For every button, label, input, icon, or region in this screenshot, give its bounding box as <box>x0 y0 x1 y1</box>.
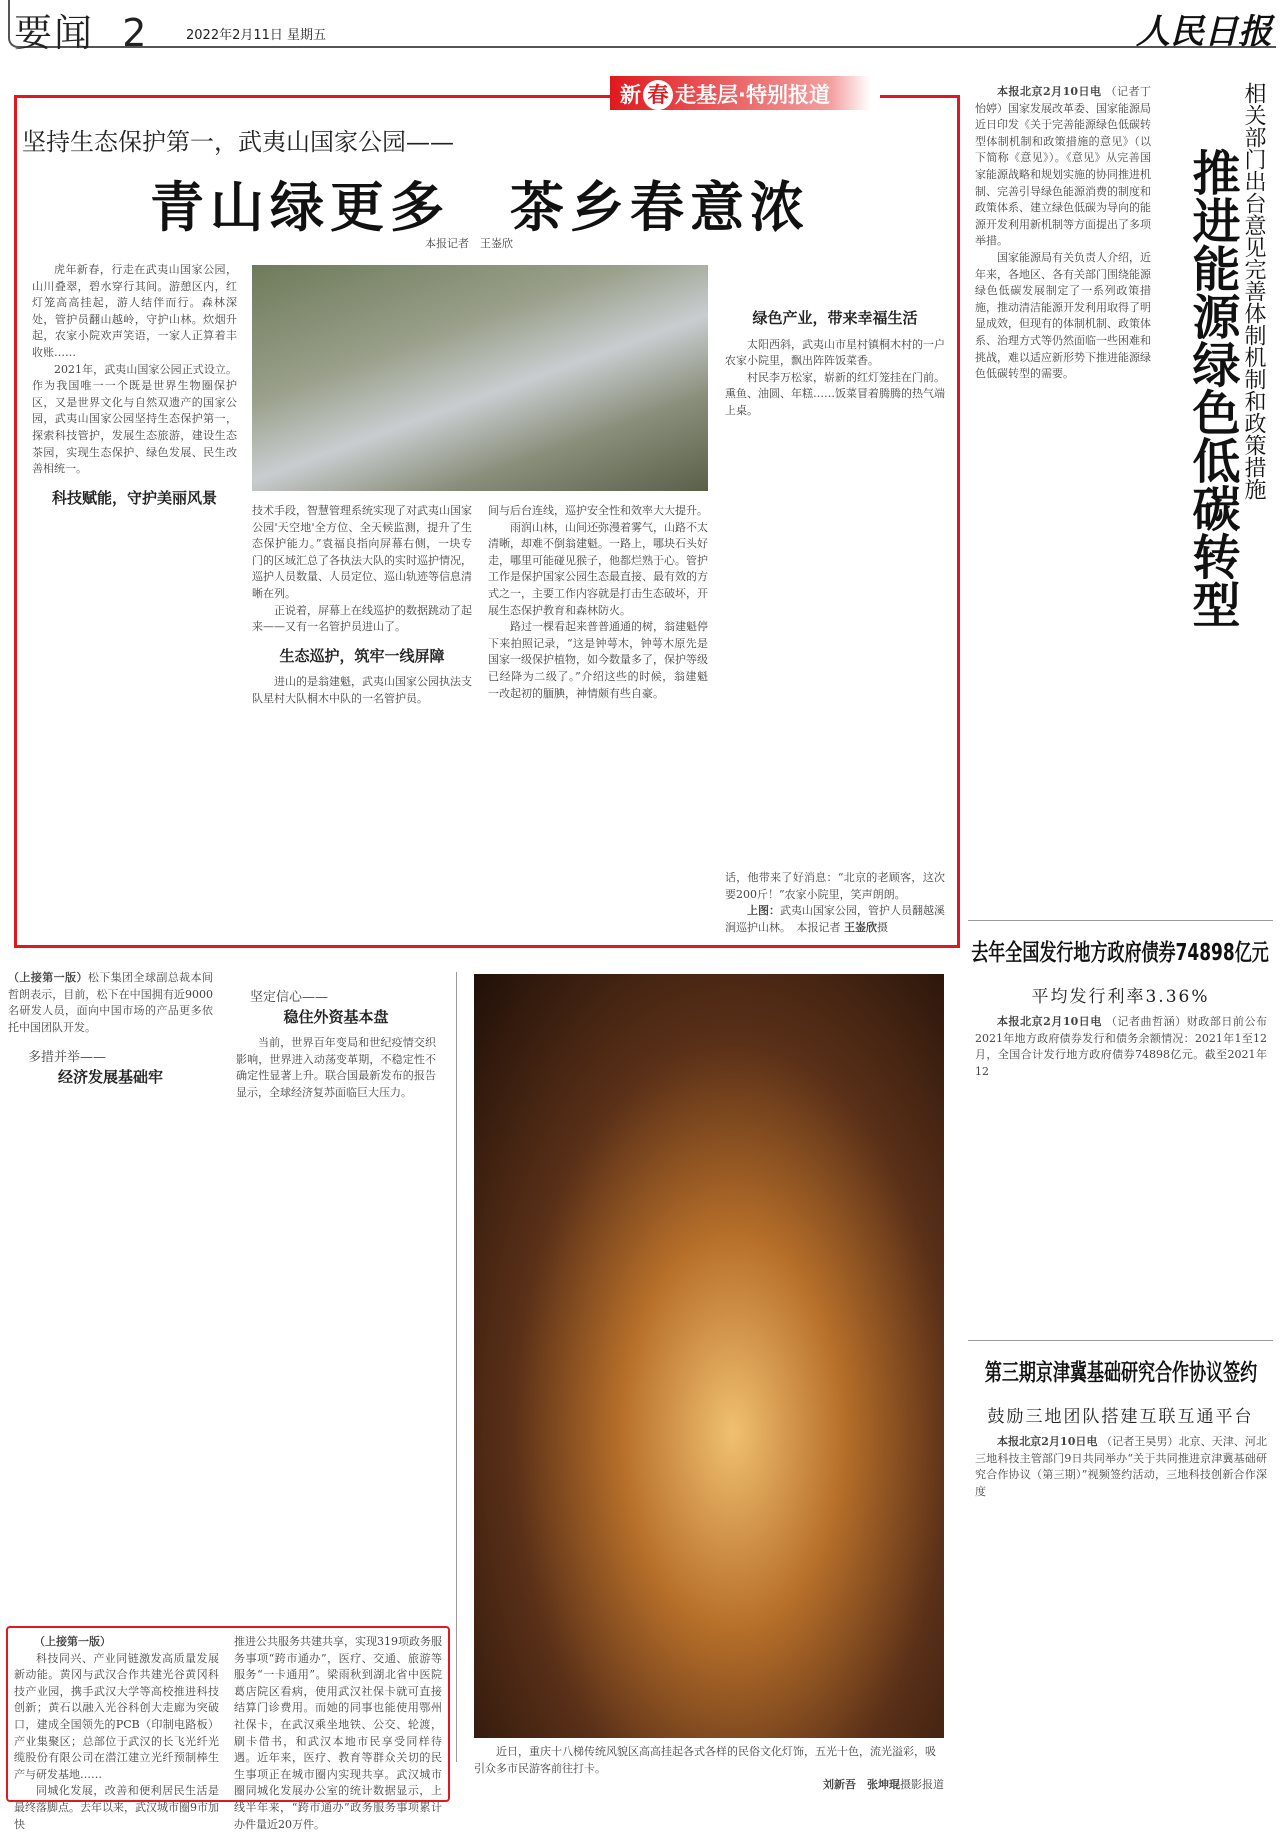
frame-top-left <box>14 95 610 98</box>
jjj-headline: 第三期京津冀基础研究合作协议签约 <box>984 1360 1257 1386</box>
foreign-investment-article: 坚定信心—— 稳住外资基本盘 当前，世界百年变局和世纪疫情交织影响，世界进入动荡变革期，不稳定性不确定性显著上升。联合国最新发布的报告显示，全球经济复苏面临巨大压力。 <box>236 990 436 1099</box>
energy-headline: 推进能源绿色低碳转型 <box>1184 148 1240 628</box>
chongqing-lantern-photo <box>474 974 944 1738</box>
feature-headline: 青山绿更多 茶乡春意浓 <box>150 176 810 239</box>
photo-caption: 上图：武夷山国家公园，管护人员翻越溪涧巡护山林。 本报记者 王崟欣摄 <box>725 904 945 934</box>
subheading: 生态巡护，筑牢一线屏障 <box>279 646 445 665</box>
subheading: 科技赋能，守护美丽风景 <box>51 488 217 507</box>
chongqing-caption <box>474 1744 944 1794</box>
jjj-headline-wrap <box>968 1358 1273 1390</box>
feature-column-4: 绿色产业，带来幸福生活 太阳西斜，武夷山市星村镇桐木村的一户农家小院里，飘出阵阵饭菜香。 村民李万松家，崭新的红灯笼挂在门前。熏鱼、油圆、年糕……饭菜冒着腾腾的热气端上桌。 <box>725 309 945 417</box>
subheading: 绿色产业，带来幸福生活 <box>752 309 918 327</box>
energy-article: 本报北京2月10日电 （记者丁怡婷）国家发展改革委、国家能源局近日印发《关于完善能源绿色低碳转型体制机制和政策措施的意见》（以下简称《意见》）。《意见》从完善国家能源战略和规划实施的协同推进机制、完善引导绿色能源消费的制度和政策体系、建立绿色低碳为导向的能源开发利用新机制等方面提出了多项举措。 国家能源局有关负责人介绍，近年来，各地区、各有关部门围绕能源绿色低碳发展制定了一系列政策措施，推动清洁能源开发利用取得了明显成效，但现有的体制机制、政策体系、治理方式等仍然面临一些困难和挑战，难以适应新形势下推进能源绿色低碳转型的需要。 <box>975 85 1151 381</box>
subheading: 稳住外资基本盘 <box>283 1007 389 1026</box>
feature-kicker: 坚持生态保护第一，武夷山国家公园—— <box>22 128 454 156</box>
wuhan-column-2: 推进公共服务共建共享，实现319项政务服务事项“跨市通办”，医疗、交通、旅游等服务“一卡通用”。梁雨秋到湖北省中医院葛店院区看病，使用武汉社保卡就可直接结算门诊费用。而她的同事也能使用鄂州社保卡，在武汉乘坐地铁、公交、轮渡，刷卡借书，和武汉本地市民享受同样待遇。近年来，医疗、教育等群众关切的民生事项正在城市圈内实现共享。武汉城市圈同城化发展办公室的统计数据显示，上线半年来，“跨市通办”政务服务事项累计办件量近20万件。 <box>234 1635 442 1831</box>
bonds-headline-wrap <box>968 938 1273 970</box>
page-number: 2 <box>122 11 149 55</box>
special-report-banner: 新 春 走基层·特别报道 <box>610 76 870 110</box>
feature-byline: 本报记者 王崟欣 <box>425 237 513 250</box>
issue-date: 2022年2月11日 星期五 <box>186 28 327 43</box>
jjj-subhead: 鼓励三地团队搭建互联互通平台 <box>987 1407 1254 1427</box>
section-title: 要闻 2 <box>14 11 149 55</box>
divider <box>968 1340 1273 1341</box>
chongqing-caption-text: 近日，重庆十八梯传统风貌区高高挂起各式各样的民俗文化灯饰，五光十色，流光溢彩，吸引众多市民游客前往打卡。 <box>474 1745 936 1775</box>
bonds-article: 本报北京2月10日电 （记者曲哲涵）财政部日前公布2021年地方政府债券发行和债务余额情况：2021年1至12月，全国合计发行地方政府债券74898亿元。截至2021年12 <box>975 1015 1268 1078</box>
feature-column-1: 虎年新春，行走在武夷山国家公园，山川叠翠，碧水穿行其间。游憩区内，红灯笼高高挂起，游人结伴而行。森林深处，管护员翻山越岭，守护山林。炊烟升起，农家小院欢声笑语，一家人正算着丰收账…… 2021年，武夷山国家公园正式设立。作为我国唯一一个既是世界生物圈保护区，又是世界文化与自然双遗产的国家公园，武夷山国家公园坚持生态保护第一，探索科技管护，发展生态旅游，建设生态茶园，实现生态保护、绿色发展、民生改善相统一。 科技赋能，守护美丽风景 <box>32 263 237 507</box>
bonds-subhead: 平均发行利率3.36% <box>1031 987 1210 1007</box>
divider <box>968 920 1273 921</box>
bonds-headline: 去年全国发行地方政府债券74898亿元 <box>971 940 1270 966</box>
continued-article: （上接第一版）松下集团全球副总裁本间哲朗表示，目前，松下在中国拥有近9000名研发人员，面向中国市场的产品更多依托中国团队开发。 多措并举—— 经济发展基础牢 <box>8 971 214 1086</box>
feature-column-3: 间与后台连线，巡护安全性和效率大大提升。 雨润山林，山间还弥漫着雾气，山路不太清晰，却难不倒翁建魁。一路上，哪块石头好走，哪里可能碰见猴子，他都烂熟于心。管护工作是保护国家公园生态最直接、最有效的方式之一，主要工作内容就是打击生态破坏，开展生态保护教育和森林防火。 路过一棵看起来普普通通的树，翁建魁停下来拍照记录，“这是钟萼木，钟萼木原先是国家一级保护植物，如今数量多了，保护等级已经降为二级了。”介绍这些的时候，翁建魁一改起初的腼腆，神情颇有些自豪。 <box>488 504 708 700</box>
wuhan-column-1: （上接第一版） 科技同兴、产业同链激发高质量发展新动能。黄冈与武汉合作共建光谷黄冈科技产业园，携手武汉大学等高校推进科技创新；黄石以融入光谷科创大走廊为突破口，建成全国领先的PCB（印制电路板）产业集聚区；总部位于武汉的长飞光纤光缆股份有限公司在潜江建立光纤预制棒生产与研发基地…… 同城化发展，改善和便利居民生活是最终落脚点。去年以来，武汉城市圈9市加快 <box>14 1635 219 1831</box>
kicker: 多措并举—— <box>28 1050 107 1066</box>
kicker: 坚定信心—— <box>250 990 329 1005</box>
feature-column-4-end: 话，他带来了好消息：“北京的老顾客，这次要200斤！”农家小院里，笑声朗朗。 上图：武夷山国家公园，管护人员翻越溪涧巡护山林。 本报记者 王崟欣摄 <box>725 870 945 936</box>
newspaper-logo: 人民日报 <box>1136 12 1272 52</box>
jjj-article: 本报北京2月10日电 （记者王昊男）北京、天津、河北三地科技主管部门9日共同举办“关于共同推进京津冀基础研究合作协议（第三期）”视频签约活动，三地科技创新合作深度 <box>975 1435 1268 1498</box>
ranger-photo <box>252 265 708 491</box>
chongqing-credit: 刘新吾 张坤琨摄影报道 <box>823 1778 944 1792</box>
feature-column-2: 技术手段，智慧管理系统实现了对武夷山国家公园'天空地'全方位、全天候监测，提升了生态保护能力。”袁福良指向屏幕右侧，一块专门的区域汇总了各执法大队的实时巡护情况，巡护人员数量、人员定位、巡山轨迹等信息清晰在列。 正说着，屏幕上在线巡护的数据跳动了起来——又有一名管护员进山了。 生态巡护，筑牢一线屏障 进山的是翁建魁，武夷山国家公园执法支队星村大队桐木中队的一名管护员。 <box>252 504 472 705</box>
energy-kicker: 相关部门出台意见完善体制机制和政策措施 <box>1241 82 1266 500</box>
divider <box>456 972 457 1762</box>
subheading: 经济发展基础牢 <box>57 1067 163 1086</box>
frame-top-right <box>880 95 960 98</box>
